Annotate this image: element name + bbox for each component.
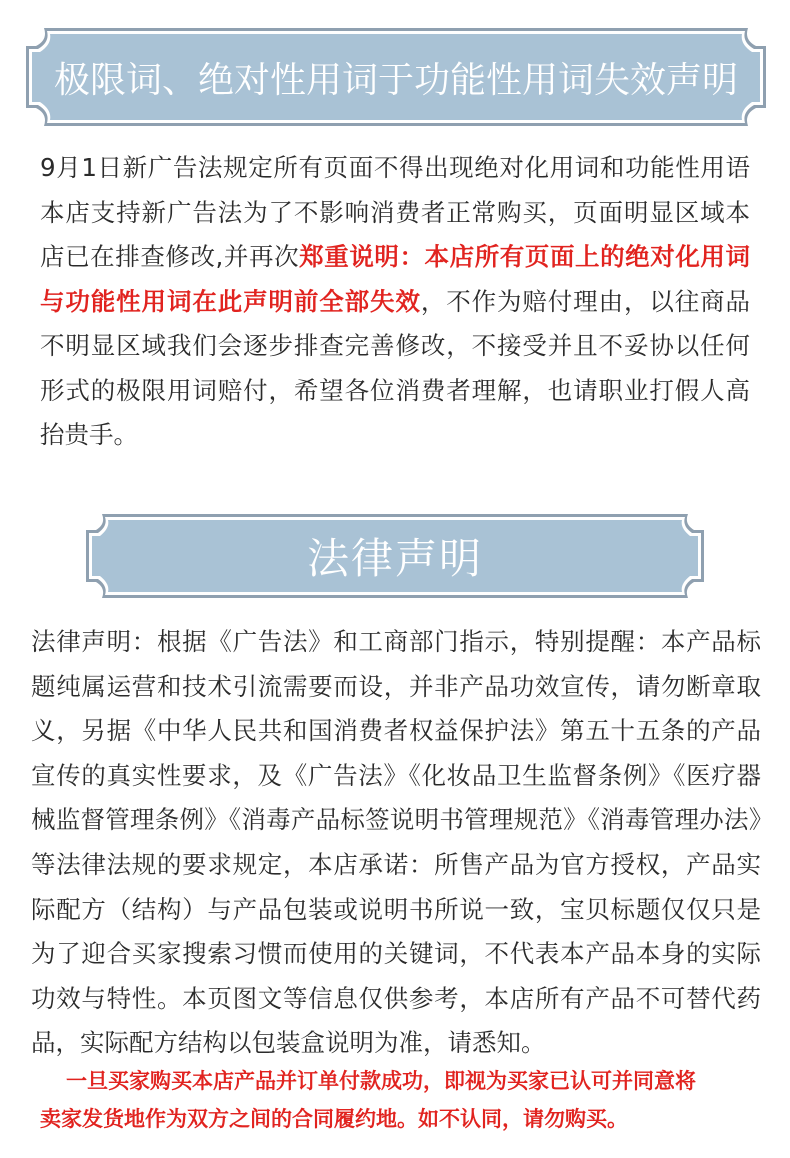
purchase-notice-line-1: 一旦买家购买本店产品并订单付款成功，即视为买家已认可并同意将 [66, 1069, 696, 1093]
notice-title-banner [22, 24, 770, 130]
legal-title: 法律声明 [306, 534, 483, 583]
purchase-notice-line-2: 卖家发货地作为双方之间的合同履约地。如不认同，请勿购买。 [40, 1107, 628, 1131]
legal-paragraph: 法律声明：根据《广告法》和工商部门指示，特别提醒：本产品标题纯属运营和技术引流需要而设，并非产品功效宣传，请勿断章取义，另据《中华人民共和国消费者权益保护法》第五十五条的产品宣传的真实性要求，及《广告法》《化妆品卫生监督条例》《医疗器械监督管理条例》《消毒产品标签说明书管理规范》《消毒管理办法》等法律法规的要求规定，本店承诺：所售产品为官方授权，产品实际配方（结构）与产品包装或说明书所说一致，宝贝标题仅仅只是为了迎合买家搜索习惯而使用的关键词，不代表本产品本身的实际功效与特性。本页图文等信息仅供参考，本店所有产品不可替代药品，实际配方结构以包装盒说明为准，请悉知。 [31, 627, 761, 1058]
notice-paragraph [40, 146, 750, 458]
notice-title: 极限词、绝对性用词于功能性用词失效声明 [53, 59, 738, 101]
notice-text-before: 9月1日新广告法规定所有页面不得出现绝对化用词和功能性用语本店支持新广告法为了不影响消费者正常购买，页面明显区域本店已在排查修改,并再次 [40, 153, 750, 271]
purchase-agreement-notice [40, 1062, 760, 1138]
notice-emphasis: 郑重说明：本店所有页面上的绝对化用词与功能性用词在此声明前全部失效 [40, 242, 750, 316]
legal-title-banner [82, 510, 708, 602]
notice-text-after: ，不作为赔付理由，以往商品 不明显区域我们会逐步排查完善修改，不接受并且不妥协以任何形式的极限用词赔付，希望各位消费者理解，也请职业打假人高抬贵手。 [40, 286, 751, 449]
